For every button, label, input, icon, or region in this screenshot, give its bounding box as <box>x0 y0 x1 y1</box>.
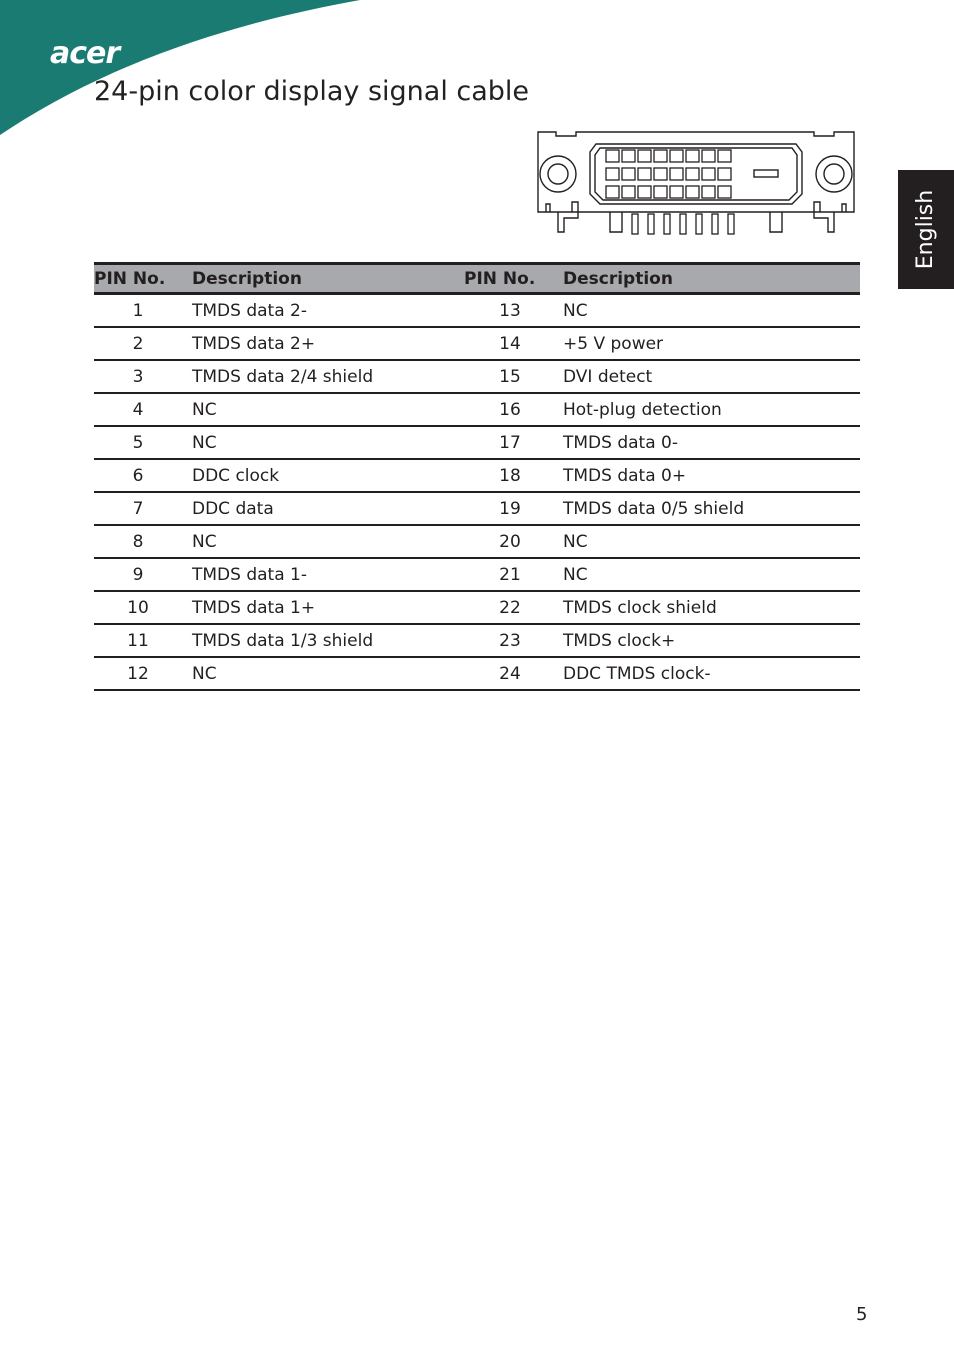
pin-number: 4 <box>94 393 182 426</box>
table-row <box>94 327 860 360</box>
pin-description: DDC TMDS clock- <box>556 657 860 690</box>
page-number: 5 <box>856 1304 868 1325</box>
page-title: 24-pin color display signal cable <box>94 76 530 107</box>
table-row <box>94 393 860 426</box>
pin-description: Hot-plug detection <box>556 393 860 426</box>
table-row <box>94 294 860 328</box>
pin-number: 7 <box>94 492 182 525</box>
pin-description: TMDS data 2+ <box>182 327 464 360</box>
pin-number: 8 <box>94 525 182 558</box>
pin-description: TMDS data 0/5 shield <box>556 492 860 525</box>
pin-number: 2 <box>94 327 182 360</box>
pin-number: 5 <box>94 426 182 459</box>
pin-description: NC <box>182 657 464 690</box>
header-pin-no-left: PIN No. <box>94 268 166 289</box>
pin-description: NC <box>556 558 860 591</box>
pin-description: TMDS data 0- <box>556 426 860 459</box>
table-header-row <box>94 264 860 294</box>
pin-number: 15 <box>464 360 556 393</box>
pin-number: 24 <box>464 657 556 690</box>
pin-description: TMDS data 1+ <box>182 591 464 624</box>
dvi-connector-diagram <box>534 128 860 240</box>
pin-number: 16 <box>464 393 556 426</box>
header-pin-no-right: PIN No. <box>464 268 536 289</box>
pin-number: 1 <box>94 294 182 328</box>
language-tab-label: English <box>913 189 939 270</box>
pin-number: 13 <box>464 294 556 328</box>
pin-number: 22 <box>464 591 556 624</box>
pin-number: 21 <box>464 558 556 591</box>
pin-description: NC <box>182 426 464 459</box>
table-row <box>94 591 860 624</box>
pin-description: TMDS data 2- <box>182 294 464 328</box>
pin-description: +5 V power <box>556 327 860 360</box>
pin-number: 20 <box>464 525 556 558</box>
pin-number: 14 <box>464 327 556 360</box>
table-row <box>94 426 860 459</box>
pin-number: 10 <box>94 591 182 624</box>
pin-description: TMDS clock shield <box>556 591 860 624</box>
pin-description: NC <box>182 393 464 426</box>
header-description-right: Description <box>563 268 673 289</box>
pin-description: TMDS data 1- <box>182 558 464 591</box>
table-row <box>94 558 860 591</box>
pin-description: TMDS data 0+ <box>556 459 860 492</box>
pin-number: 17 <box>464 426 556 459</box>
pin-number: 6 <box>94 459 182 492</box>
table-row <box>94 525 860 558</box>
pin-description: DDC clock <box>182 459 464 492</box>
acer-logo: acer <box>50 36 120 71</box>
pin-number: 12 <box>94 657 182 690</box>
pin-description: NC <box>556 525 860 558</box>
table-row <box>94 492 860 525</box>
pin-assignment-table <box>94 262 860 691</box>
pin-description: TMDS data 1/3 shield <box>182 624 464 657</box>
table-row <box>94 459 860 492</box>
table-row <box>94 624 860 657</box>
pin-number: 3 <box>94 360 182 393</box>
pin-description: DDC data <box>182 492 464 525</box>
pin-number: 11 <box>94 624 182 657</box>
pin-number: 9 <box>94 558 182 591</box>
pin-description: NC <box>182 525 464 558</box>
table-row <box>94 657 860 690</box>
pin-description: TMDS data 2/4 shield <box>182 360 464 393</box>
table-row <box>94 360 860 393</box>
pin-description: DVI detect <box>556 360 860 393</box>
pin-number: 19 <box>464 492 556 525</box>
pin-number: 23 <box>464 624 556 657</box>
pin-number: 18 <box>464 459 556 492</box>
pin-description: NC <box>556 294 860 328</box>
header-description-left: Description <box>192 268 302 289</box>
pin-description: TMDS clock+ <box>556 624 860 657</box>
language-tab <box>898 170 954 289</box>
